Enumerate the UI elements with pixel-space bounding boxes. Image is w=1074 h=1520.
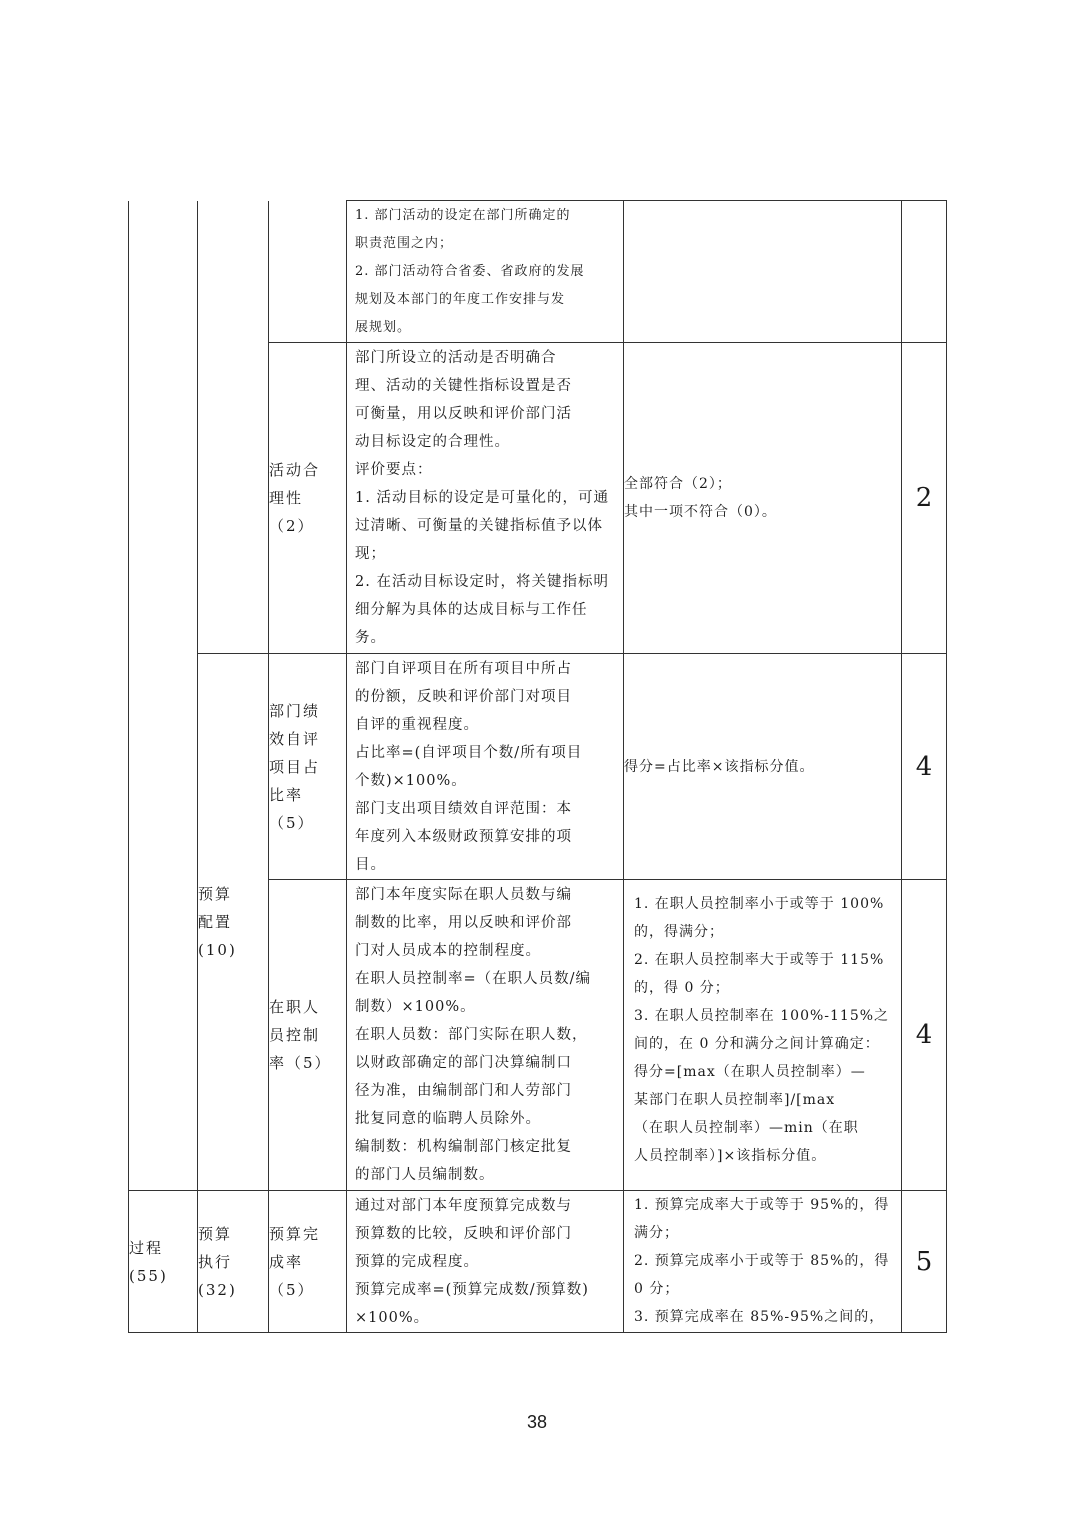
- criteria-text: 1. 在职人员控制率小于或等于 100% 的，得满分； 2. 在职人员控制率大于或等于 115% 的，得 0 分； 3. 在职人员控制率在 100%-115%之 间的，在 0 分和满分之间计算确定： 得分=[max（在职人员控制率）— 某部门在职人员控制率]/[max （在职人员控制率）—min（在职 人员控制率）]×该指标分值。: [634, 896, 890, 1164]
- page-number: 38: [526, 1412, 548, 1432]
- score-cell: 4: [902, 654, 947, 880]
- table-row: [129, 1191, 947, 1333]
- criteria-cell: 得分=占比率×该指标分值。: [624, 654, 902, 880]
- description-cell: [347, 880, 624, 1191]
- description-cell: [347, 654, 624, 880]
- description-text: 部门自评项目在所有项目中所占 的份额，反映和评价部门对项目 自评的重视程度。 占比率=(自评项目个数/所有项目 个数)×100%。 部门支出项目绩效自评范围：本 年度列入本级财政预算安排的项 目。: [355, 661, 583, 873]
- description-text: [347, 343, 623, 652]
- indicator-cell: 预算完 成率 （5）: [269, 1191, 347, 1333]
- evaluation-table: [128, 200, 947, 1333]
- description-text: 通过对部门本年度预算完成数与 预算数的比较，反映和评价部门 预算的完成程度。 预算完成率=(预算完成数/预算数) ×100%。: [355, 1198, 589, 1326]
- criteria-text: 1. 预算完成率大于或等于 95%的，得 满分； 2. 预算完成率小于或等于 85%的，得 0 分； 3. 预算完成率在 85%-95%之间的，: [634, 1197, 890, 1325]
- description-cell: [347, 1191, 624, 1333]
- description-text: 部门本年度实际在职人员数与编 制数的比率，用以反映和评价部 门对人员成本的控制程度。 在职人员控制率=（在职人员数/编 制数）×100%。 在职人员数：部门实际在职人数， 以财政部确定的部门决算编制口 径为准，由编制部门和人劳部门 批复同意的临聘人员除外。 编制数：机构编制部门核定批复 的部门人员编制数。: [355, 887, 592, 1183]
- indicator-cell: 部门绩 效自评 项目占 比率 （5）: [269, 654, 347, 880]
- subcategory-cell: 预算 配置 (10): [198, 654, 269, 1191]
- criteria-cell: [624, 880, 902, 1191]
- table-row: [129, 654, 947, 880]
- description-cell: [347, 201, 624, 343]
- indicator-cell: 在职人 员控制 率（5）: [269, 880, 347, 1191]
- indicator-cell: 活动合 理性 （2）: [269, 343, 347, 654]
- table-row: [129, 201, 947, 343]
- description-content: 部门所设立的活动是否明确合 理、活动的关键性指标设置是否 可衡量，用以反映和评价部门活 动目标设定的合理性。 评价要点： 1. 活动目标的设定是可量化的，可通 过清晰、可衡量的关键指标值予以体 现； 2. 在活动目标设定时，将关键指标明 细分解为具体的达成目标与工作任 务。: [355, 350, 609, 646]
- category-cell: [129, 201, 198, 1191]
- description-cell: [347, 343, 624, 654]
- criteria-cell: [624, 1191, 902, 1333]
- score-cell: 2: [902, 343, 947, 654]
- description-text: 1. 部门活动的设定在部门所确定的 职责范围之内； 2. 部门活动符合省委、省政府的发展 规划及本部门的年度工作安排与发 展规划。: [355, 208, 585, 335]
- indicator-cell: [269, 201, 347, 343]
- score-cell: [902, 201, 947, 343]
- subcategory-cell: 预算 执行 (32): [198, 1191, 269, 1333]
- score-cell: 5: [902, 1191, 947, 1333]
- category-cell: 过程 (55): [129, 1191, 198, 1333]
- criteria-cell: [624, 201, 902, 343]
- subcategory-cell: [198, 201, 269, 654]
- score-cell: 4: [902, 880, 947, 1191]
- criteria-cell: 全部符合（2）； 其中一项不符合（0）。: [624, 343, 902, 654]
